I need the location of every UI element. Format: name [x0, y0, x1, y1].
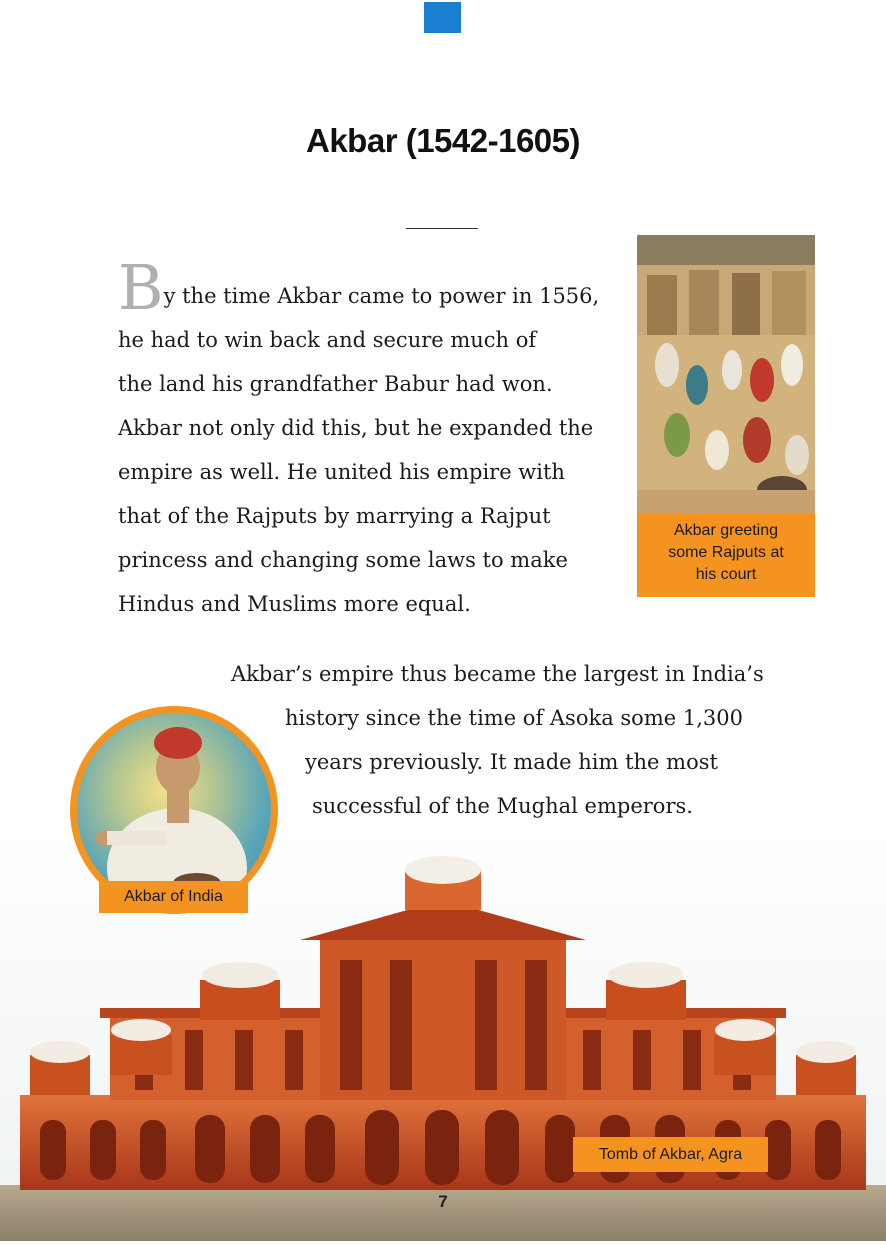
paragraph-line: history since the time of Asoka some 1,300: [285, 706, 743, 730]
court-painting: [637, 235, 815, 514]
page-title: Akbar (1542-1605): [306, 122, 580, 159]
paragraph-line: successful of the Mughal emperors.: [312, 794, 693, 818]
paragraph-line: years previously. It made him the most: [305, 750, 718, 774]
portrait-painting: [77, 713, 271, 907]
paragraph-line: Akbar’s empire thus became the largest in India’s: [231, 662, 764, 686]
court-figure: [637, 235, 815, 597]
court-caption: Akbar greeting some Rajputs at his court: [637, 514, 815, 597]
page-marker: [424, 2, 461, 33]
title-divider: [406, 228, 478, 229]
page-number: 7: [438, 1192, 448, 1211]
drop-cap: B: [118, 251, 164, 324]
intro-paragraph: [118, 251, 618, 626]
intro-paragraph-text: y the time Akbar came to power in 1556, he had to win back and secure much of the land his grandfather Babur had won. Akbar not only did this, but he expanded the empire as well. He united his empire with that of the Rajputs by marrying a Rajput princess and changing some laws to make Hindus and Muslims more equal.: [118, 284, 600, 616]
portrait-caption: Akbar of India: [99, 881, 248, 913]
tomb-caption: Tomb of Akbar, Agra: [573, 1137, 768, 1172]
